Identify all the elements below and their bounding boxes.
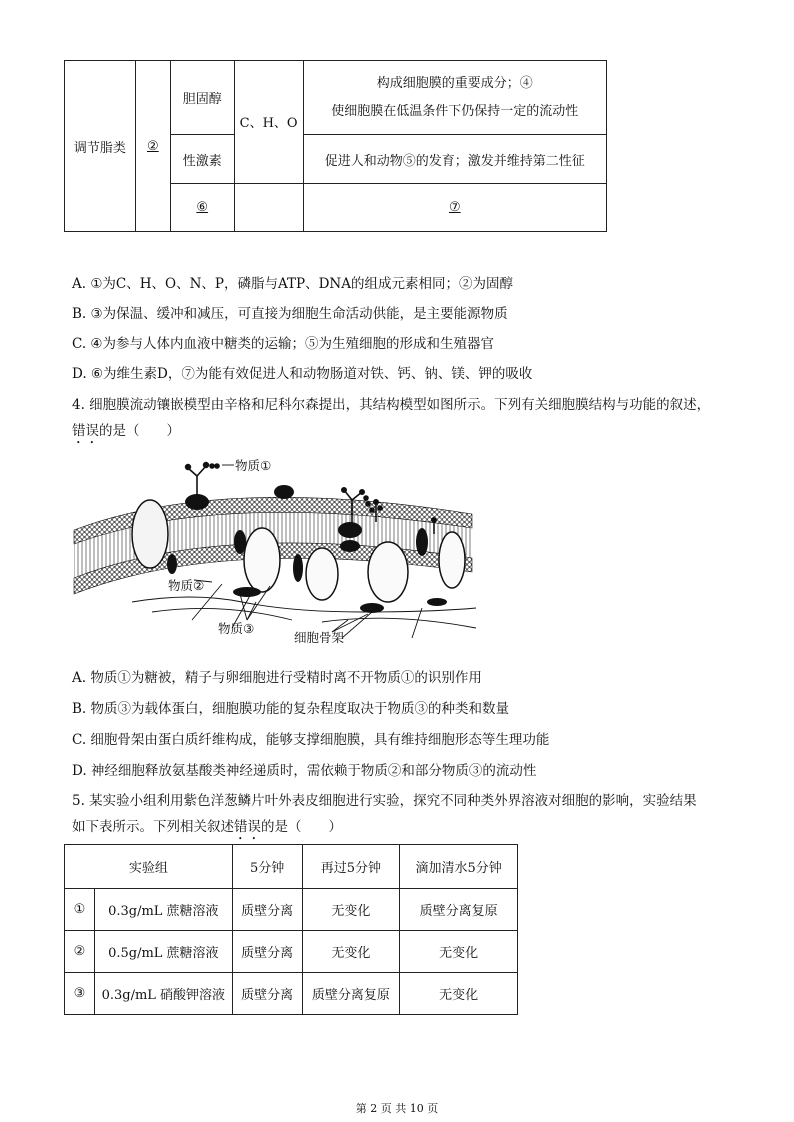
q4-stem [72,392,732,447]
q4-option-d: D. 神经细胞释放氨基酸类神经递质时，需依赖于物质②和部分物质③的流动性 [72,763,537,779]
experiment-table [64,844,518,1015]
q5-stem [72,788,732,843]
q4-option-c: C. 细胞骨架由蛋白质纤维构成，能够支撑细胞膜，具有维持细胞形态等生理功能 [72,732,550,748]
cholesterol-func-b: 使细胞膜在低温条件下仍保持一定的流动性 [331,103,579,119]
row-result: 无变化 [302,889,400,931]
row-id: ③ [65,973,95,1015]
row-result: 质壁分离 [232,889,302,931]
blank-7: ⑦ [448,199,461,215]
sex-hormone-cell: 性激素 [170,135,234,183]
q3-option-c: C. ④为参与人体内血液中糖类的运输；⑤为生殖细胞的形成和生殖器官 [72,336,495,352]
header-5min: 5分钟 [232,845,302,889]
elements-cell: C、H、O [234,61,303,184]
table-row [65,931,518,973]
lipid-category: 调节脂类 [65,61,136,232]
row-solution: 0.3g/mL 蔗糖溶液 [94,889,232,931]
q5-stem-suffix: 的是（ ） [261,819,342,835]
fluid-mosaic-diagram [72,452,478,644]
row-result: 质壁分离复原 [400,889,518,931]
row-id: ① [65,889,95,931]
lipid-table [64,60,607,232]
blank-2: ② [147,138,159,154]
row-result: 无变化 [400,973,518,1015]
header-water-5min: 滴加清水5分钟 [400,845,518,889]
label-cytoskeleton: 细胞骨架 [294,630,345,645]
label-substance-1: 物质① [235,458,272,473]
q4-stem-line1: 4. 细胞膜流动镶嵌模型由辛格和尼科尔森提出，其结构模型如图所示。下列有关细胞膜结构与功能的叙述， [72,397,711,413]
q3-option-d: D. ⑥为维生素D，⑦为能有效促进人和动物肠道对铁、钙、钠、镁、钾的吸收 [72,366,533,382]
q5-stem-line1: 5. 某实验小组利用紫色洋葱鳞片叶外表皮细胞进行实验，探究不同种类外界溶液对细胞的影响，实验结果 [72,793,697,809]
label-substance-2: 物质② [168,578,205,593]
page-footer: 第 2 页 共 10 页 [355,1102,439,1115]
row-result: 无变化 [302,931,400,973]
row-result: 无变化 [400,931,518,973]
row-id: ② [65,931,95,973]
row-result: 质壁分离复原 [302,973,400,1015]
sex-hormone-func: 促进人和动物⑤的发育；激发并维持第二性征 [303,135,606,183]
q5-stem-emphasis: 错误 [234,819,261,835]
q4-stem-emphasis: 错误 [72,423,99,439]
q5-stem-prefix: 如下表所示。下列相关叙述 [72,819,234,835]
header-group: 实验组 [65,845,233,889]
q3-option-b: B. ③为保温、缓冲和减压，可直接为细胞生命活动供能，是主要能源物质 [72,306,508,322]
table-row [65,889,518,931]
row-solution: 0.5g/mL 蔗糖溶液 [94,931,232,973]
row-solution: 0.3g/mL 硝酸钾溶液 [94,973,232,1015]
header-another-5min: 再过5分钟 [302,845,400,889]
cholesterol-func-a: 构成细胞膜的重要成分；④ [376,75,533,91]
label-substance-3: 物质③ [218,621,255,636]
q4-option-a: A. 物质①为糖被，精子与卵细胞进行受精时离不开物质①的识别作用 [72,670,482,686]
membrane-figure [72,452,478,644]
q4-option-b: B. 物质③为载体蛋白，细胞膜功能的复杂程度取决于物质③的种类和数量 [72,701,510,717]
q3-option-a: A. ①为C、H、O、N、P，磷脂与ATP、DNA的组成元素相同；②为固醇 [72,276,513,292]
q4-stem-suffix: 的是（ ） [99,423,180,439]
table-row [65,973,518,1015]
cholesterol-cell: 胆固醇 [170,61,234,135]
blank-6: ⑥ [196,199,209,215]
row-result: 质壁分离 [232,973,302,1015]
row-result: 质壁分离 [232,931,302,973]
